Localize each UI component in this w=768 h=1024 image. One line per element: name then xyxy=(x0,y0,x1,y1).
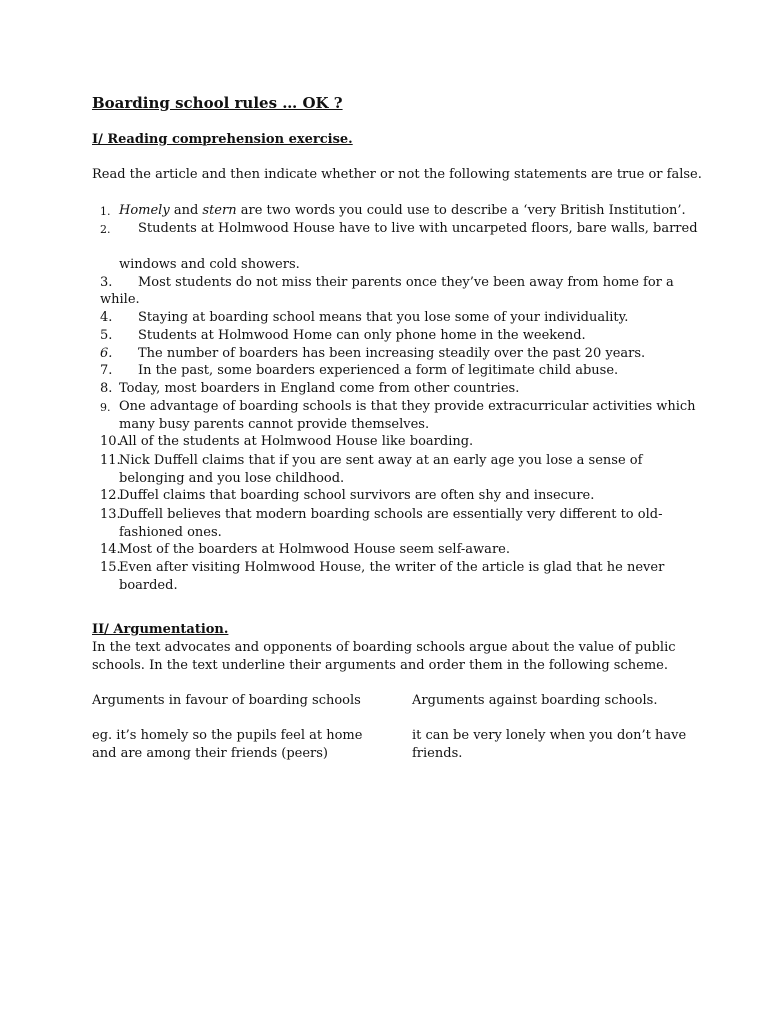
item-number: 15. xyxy=(100,560,121,575)
item-text-continued: fashioned ones. xyxy=(119,525,222,540)
instructions: Read the article and then indicate whether or not the following statements are true or false. xyxy=(92,167,702,182)
item-number: 14. xyxy=(100,542,121,557)
emphasis-stern: stern xyxy=(202,203,237,218)
item-text: All of the students at Holmwood House like boarding. xyxy=(119,434,474,449)
page-title: Boarding school rules … OK ? xyxy=(92,94,343,112)
item-text: Most students do not miss their parents once they’ve been away from home for a xyxy=(138,275,674,290)
item-number: 3. xyxy=(100,275,113,290)
item-number: 7. xyxy=(100,363,113,378)
item-text: The number of boarders has been increasing steadily over the past 20 years. xyxy=(138,346,646,361)
item-rest: are two words you could use to describe a ‘very British Institution’. xyxy=(236,203,686,218)
item-number: 5. xyxy=(100,328,113,343)
connector: and xyxy=(169,203,203,218)
favour-column-header: Arguments in favour of boarding schools xyxy=(92,693,361,708)
item-text: Duffel claims that boarding school survivors are often shy and insecure. xyxy=(119,488,595,503)
section2-intro-line1: In the text advocates and opponents of boarding schools argue about the value of public xyxy=(92,640,676,655)
item-number: 1. xyxy=(100,205,111,218)
item-number: 8. xyxy=(100,381,113,396)
favour-example-line1: eg. it’s homely so the pupils feel at home xyxy=(92,728,363,743)
section2-heading: II/ Argumentation. xyxy=(92,622,229,637)
item-text xyxy=(119,202,686,220)
against-example-line1: it can be very lonely when you don’t have xyxy=(412,728,687,743)
item-text-continued: while. xyxy=(100,292,140,307)
item-text: Nick Duffell claims that if you are sent away at an early age you lose a sense of xyxy=(119,453,643,468)
against-example-line2: friends. xyxy=(412,746,463,761)
section2-intro-line2: schools. In the text underline their arguments and order them in the following scheme. xyxy=(92,658,668,673)
item-text: Students at Holmwood Home can only phone home in the weekend. xyxy=(138,328,586,343)
item-number: 2. xyxy=(100,223,111,236)
item-text: Students at Holmwood House have to live with uncarpeted floors, bare walls, barred xyxy=(138,221,698,236)
item-number: 10. xyxy=(100,434,121,449)
against-column-header: Arguments against boarding schools. xyxy=(412,693,658,708)
item-number: 13. xyxy=(100,507,121,522)
section1-heading: I/ Reading comprehension exercise. xyxy=(92,132,353,147)
item-text: Even after visiting Holmwood House, the writer of the article is glad that he never xyxy=(119,560,665,575)
item-number: 9. xyxy=(100,401,111,414)
emphasis-homely: Homely xyxy=(119,203,170,218)
item-text: Staying at boarding school means that you lose some of your individuality. xyxy=(138,310,629,325)
item-text: One advantage of boarding schools is that they provide extracurricular activities which xyxy=(119,399,696,414)
item-text-continued: many busy parents cannot provide themselves. xyxy=(119,417,430,432)
favour-example-line2: and are among their friends (peers) xyxy=(92,746,329,761)
item-text-continued: windows and cold showers. xyxy=(119,257,300,272)
item-text: Today, most boarders in England come from other countries. xyxy=(119,381,520,396)
item-number: 12. xyxy=(100,488,121,503)
item-number: 11. xyxy=(100,453,121,468)
item-number: 6. xyxy=(100,346,113,361)
item-text: In the past, some boarders experienced a form of legitimate child abuse. xyxy=(138,363,619,378)
item-number: 4. xyxy=(100,310,113,325)
item-text: Duffell believes that modern boarding schools are essentially very different to old- xyxy=(119,507,663,522)
item-text: Most of the boarders at Holmwood House seem self-aware. xyxy=(119,542,510,557)
item-text-continued: boarded. xyxy=(119,578,178,593)
item-text-continued: belonging and you lose childhood. xyxy=(119,471,345,486)
